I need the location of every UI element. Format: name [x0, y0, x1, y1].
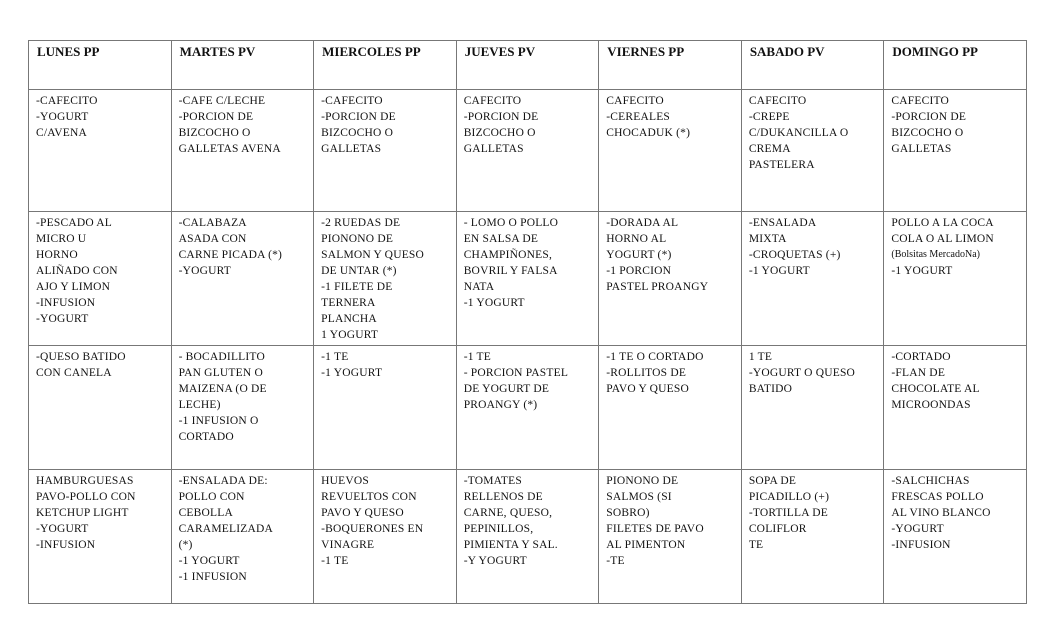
meal-line: BIZCOCHO O	[178, 127, 251, 139]
meal-line: PIMIENTA Y SAL.	[463, 539, 558, 551]
meal-line: CAFECITO	[891, 95, 949, 107]
meal-line: -CALABAZA	[178, 217, 247, 229]
meal-line: BIZCOCHO O	[321, 127, 394, 139]
meal-line: GALLETAS	[463, 143, 524, 155]
meal-line: MIXTA	[748, 233, 787, 245]
meal-line: HORNO AL	[606, 233, 667, 245]
meal-cell	[456, 90, 599, 212]
meal-line: -QUESO BATIDO	[36, 351, 126, 363]
meal-line: -1 YOGURT	[891, 265, 953, 277]
meal-line: -1 YOGURT	[178, 555, 240, 567]
meal-cell	[171, 90, 314, 212]
day-header: DOMINGO PP	[884, 41, 1027, 90]
meal-line: NATA	[463, 281, 495, 293]
meal-line: AL PIMENTON	[606, 539, 686, 551]
meal-line: PAVO Y QUESO	[321, 507, 404, 519]
meal-line: ALIÑADO CON	[36, 265, 118, 277]
meal-row	[29, 470, 1027, 604]
meal-line: CARNE PICADA (*)	[178, 249, 283, 261]
meal-line: SOPA DE	[748, 475, 797, 487]
header-row	[29, 41, 1027, 90]
meal-line: -YOGURT	[36, 313, 89, 325]
meal-line: PICADILLO (+)	[748, 491, 830, 503]
meal-line: PROANGY (*)	[463, 399, 538, 411]
meal-line: -TE	[606, 555, 625, 567]
meal-line: CHOCOLATE AL	[891, 383, 980, 395]
day-header: VIERNES PP	[599, 41, 742, 90]
meal-cell	[29, 90, 172, 212]
meal-cell	[884, 212, 1027, 346]
meal-line: -TORTILLA DE	[748, 507, 828, 519]
meal-line: CHOCADUK (*)	[606, 127, 691, 139]
meal-line: -CROQUETAS (+)	[748, 249, 841, 261]
meal-line: -1 YOGURT	[321, 367, 383, 379]
meal-line: -INFUSION	[36, 297, 96, 309]
meal-line: SALMOS (SI	[606, 491, 672, 503]
meal-line: (Bolsitas MercadoNa)	[891, 249, 980, 260]
day-header: JUEVES PV	[456, 41, 599, 90]
meal-line: CAFECITO	[463, 95, 522, 107]
meal-line: FILETES DE PAVO	[606, 523, 704, 535]
meal-line: -1 TE	[321, 555, 349, 567]
meal-line: PIONONO DE	[321, 233, 394, 245]
meal-row	[29, 90, 1027, 212]
meal-cell	[599, 90, 742, 212]
meal-cell	[314, 470, 457, 604]
meal-line: MICROONDAS	[891, 399, 971, 411]
meal-line: -1 FILETE DE	[321, 281, 393, 293]
meal-line: COLIFLOR	[748, 523, 807, 535]
meal-line: -Y YOGURT	[463, 555, 527, 567]
meal-line: ASADA CON	[178, 233, 247, 245]
meal-line: BATIDO	[748, 383, 793, 395]
meal-line: -INFUSION	[891, 539, 951, 551]
meal-cell	[314, 212, 457, 346]
day-header: MARTES PV	[171, 41, 314, 90]
meal-line: -YOGURT	[891, 523, 944, 535]
meal-line: PAN GLUTEN O	[178, 367, 263, 379]
meal-line: -CAFECITO	[321, 95, 383, 107]
meal-line: CAFECITO	[748, 95, 807, 107]
meal-line: -PORCION DE	[463, 111, 539, 123]
meal-line: -PESCADO AL	[36, 217, 113, 229]
meal-line: PASTELERA	[748, 159, 815, 171]
meal-cell	[171, 346, 314, 470]
meal-cell	[171, 212, 314, 346]
meal-line: -1 TE O CORTADO	[606, 351, 704, 363]
meal-line: -1 TE	[463, 351, 491, 363]
meal-line: SALMON Y QUESO	[321, 249, 425, 261]
meal-cell	[884, 470, 1027, 604]
meal-line: POLLO A LA COCA	[891, 217, 994, 229]
meal-line: -INFUSION	[36, 539, 96, 551]
meal-line: - PORCION PASTEL	[463, 367, 569, 379]
meal-cell	[29, 212, 172, 346]
meal-line: CREMA	[748, 143, 791, 155]
meal-line: -BOQUERONES EN	[321, 523, 424, 535]
meal-line: -TOMATES	[463, 475, 522, 487]
meal-cell	[884, 346, 1027, 470]
meal-line: -1 PORCION	[606, 265, 672, 277]
meal-line: -PORCION DE	[321, 111, 396, 123]
meal-cell	[29, 470, 172, 604]
meal-line: (*)	[178, 539, 193, 551]
meal-line: - BOCADILLITO	[178, 351, 265, 363]
meal-line: -YOGURT	[36, 523, 89, 535]
meal-cell	[314, 346, 457, 470]
meal-line: RELLENOS DE	[463, 491, 543, 503]
meal-line: -CORTADO	[891, 351, 951, 363]
meal-line: 1 TE	[748, 351, 773, 363]
meal-line: GALLETAS	[321, 143, 382, 155]
meal-line: TERNERA	[321, 297, 376, 309]
meal-cell	[599, 346, 742, 470]
meal-line: CARNE, QUESO,	[463, 507, 553, 519]
meal-line: -DORADA AL	[606, 217, 679, 229]
meal-line: HORNO	[36, 249, 78, 261]
meal-cell	[884, 90, 1027, 212]
meal-line: C/AVENA	[36, 127, 88, 139]
meal-row	[29, 346, 1027, 470]
meal-line: CEBOLLA	[178, 507, 233, 519]
meal-line: LECHE)	[178, 399, 221, 411]
meal-cell	[29, 346, 172, 470]
meal-line: CARAMELIZADA	[178, 523, 273, 535]
meal-line: DE UNTAR (*)	[321, 265, 397, 277]
meal-line: AJO Y LIMON	[36, 281, 111, 293]
meal-line: CORTADO	[178, 431, 234, 443]
meal-line: -2 RUEDAS DE	[321, 217, 401, 229]
meal-line: BIZCOCHO O	[463, 127, 536, 139]
day-header: LUNES PP	[29, 41, 172, 90]
meal-line: AL VINO BLANCO	[891, 507, 991, 519]
meal-line: -CAFE C/LECHE	[178, 95, 266, 107]
meal-line: -ENSALADA DE:	[178, 475, 268, 487]
meal-line: PASTEL PROANGY	[606, 281, 709, 293]
meal-line: POLLO CON	[178, 491, 245, 503]
meal-line: CAFECITO	[606, 95, 664, 107]
meal-line: -1 YOGURT	[463, 297, 525, 309]
weekly-menu-table	[28, 40, 1027, 604]
day-header: MIERCOLES PP	[314, 41, 457, 90]
meal-line: REVUELTOS CON	[321, 491, 417, 503]
meal-line: -YOGURT	[178, 265, 232, 277]
meal-line: BIZCOCHO O	[891, 127, 964, 139]
meal-line: CHAMPIÑONES,	[463, 249, 553, 261]
meal-line: HUEVOS	[321, 475, 369, 487]
meal-cell	[599, 470, 742, 604]
meal-line: MICRO U	[36, 233, 87, 245]
meal-line: COLA O AL LIMON	[891, 233, 994, 245]
meal-line: TE	[748, 539, 764, 551]
meal-line: C/DUKANCILLA O	[748, 127, 849, 139]
meal-line: -FLAN DE	[891, 367, 946, 379]
meal-line: -YOGURT O QUESO	[748, 367, 856, 379]
meal-cell	[741, 346, 884, 470]
meal-cell	[741, 470, 884, 604]
meal-line: -PORCION DE	[891, 111, 967, 123]
meal-line: KETCHUP LIGHT	[36, 507, 129, 519]
meal-line: SOBRO)	[606, 507, 650, 519]
meal-line: PLANCHA	[321, 313, 377, 325]
meal-line: MAIZENA (O DE	[178, 383, 267, 395]
meal-line: FRESCAS POLLO	[891, 491, 984, 503]
meal-line: -1 INFUSION O	[178, 415, 259, 427]
meal-cell	[456, 346, 599, 470]
meal-line: -YOGURT	[36, 111, 89, 123]
meal-line: -ROLLITOS DE	[606, 367, 687, 379]
meal-line: -1 YOGURT	[748, 265, 810, 277]
meal-line: EN SALSA DE	[463, 233, 539, 245]
day-header: SABADO PV	[741, 41, 884, 90]
meal-line: CON CANELA	[36, 367, 112, 379]
meal-cell	[171, 470, 314, 604]
meal-cell	[741, 212, 884, 346]
meal-row	[29, 212, 1027, 346]
meal-cell	[599, 212, 742, 346]
meal-line: PEPINILLOS,	[463, 523, 534, 535]
meal-line: 1 YOGURT	[321, 329, 379, 341]
meal-line: -1 INFUSION	[178, 571, 247, 583]
meal-line: -SALCHICHAS	[891, 475, 970, 487]
meal-line: -1 TE	[321, 351, 349, 363]
meal-line: PAVO-POLLO CON	[36, 491, 136, 503]
meal-line: HAMBURGUESAS	[36, 475, 134, 487]
meal-line: PIONONO DE	[606, 475, 679, 487]
meal-line: -CAFECITO	[36, 95, 98, 107]
meal-line: -CEREALES	[606, 111, 671, 123]
meal-line: GALLETAS AVENA	[178, 143, 281, 155]
meal-cell	[741, 90, 884, 212]
meal-line: GALLETAS	[891, 143, 952, 155]
meal-cell	[456, 212, 599, 346]
meal-line: YOGURT (*)	[606, 249, 672, 261]
meal-line: -CREPE	[748, 111, 790, 123]
meal-line: VINAGRE	[321, 539, 375, 551]
meal-line: - LOMO O POLLO	[463, 217, 559, 229]
meal-line: -ENSALADA	[748, 217, 817, 229]
meal-cell	[314, 90, 457, 212]
meal-line: DE YOGURT DE	[463, 383, 550, 395]
meal-line: BOVRIL Y FALSA	[463, 265, 558, 277]
meal-cell	[456, 470, 599, 604]
meal-line: -PORCION DE	[178, 111, 254, 123]
meal-line: PAVO Y QUESO	[606, 383, 689, 395]
